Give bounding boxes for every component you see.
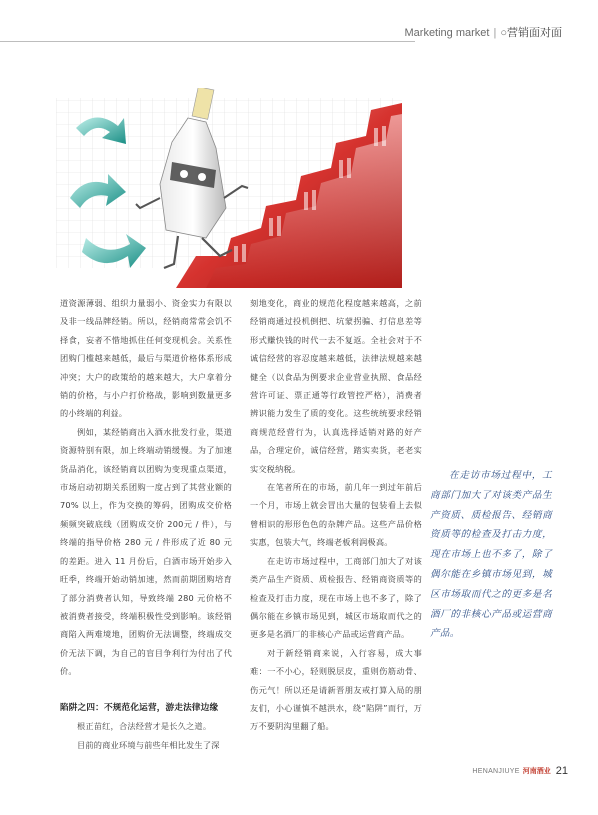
article-column-middle xyxy=(250,294,422,736)
article-column-left xyxy=(60,294,232,754)
paragraph: 根正苗红，合法经营才是长久之道。 xyxy=(77,721,212,732)
section-heading: 陷阱之四：不规范化运营，游走法律边缘 xyxy=(60,702,219,713)
publication-name: HENANJIUYE xyxy=(472,767,520,775)
page-header xyxy=(0,20,598,42)
section-title xyxy=(405,24,563,40)
circle-icon: ○ xyxy=(500,27,507,39)
pull-quote: 在走访市场过程中，工商部门加大了对该类产品生产资质、质检报告、经销商资质等的检查及打击力度，现在市场上也不多了，除了偶尔能在乡镇市场见到，城区市场取而代之的更多是名酒厂的非核心产品或运营商产品。 xyxy=(430,470,552,640)
section-title-en: Marketing market xyxy=(404,27,490,39)
paragraph: 在走访市场过程中，工商部门加大了对该类产品生产资质、质检报告、经销商资质等的检查及打击力度，现在市场上也不多了，除了偶尔能在乡镇市场见到，城区市场取而代之的更多是名酒厂的非核心产品或运营商产品。 xyxy=(250,555,422,640)
publication-logo: 河南酒业 xyxy=(522,768,551,775)
page-footer xyxy=(472,764,568,778)
section-title-cn: 营销面对面 xyxy=(507,27,562,39)
paragraph: 道资源薄弱、组织力量弱小、资金实力有限以及非一线品牌经销。所以，经销商常常会饥不择食，妄者不惜地抓住任何变现机会。关系性团购门槛越来越低，最后与渠道价格体系形成冲突；大户的政策给的越来越大，大户拿着分销的价格，与小户打价格战，影响到数量更多的小终端的利益。 xyxy=(60,298,232,419)
paragraph: 在笔者所在的市场，前几年一到过年前后一个月，市场上就会冒出大量的包装看上去似曾相识的形形色色的杂牌产品。这些产品价格实惠，包装大气，终端老板利润极高。 xyxy=(250,482,422,548)
header-rule xyxy=(0,41,415,42)
article-illustration xyxy=(56,88,402,288)
paragraph: 对于新经销商来说，入行容易，成大事难：一不小心，轻则脱层皮，重则伤筋动骨、伤元气！所以还是请新晋朋友戒打算入局的朋友们，小心谨慎不越洪水，绕“陷阱”而行，万万不要阴沟里翻了船。 xyxy=(250,647,422,732)
paragraph: 刻地变化，商业的规范化程度越来越高，之前经销商通过投机倒把、坑蒙拐骗、打信息差等形式赚快钱的时代一去不复返。全社会对于不诚信经营的容忍度越来越低，法律法规越来越健全（以食品为例要求企业营业执照、食品经营许可证、票正通等行政管控严格），消费者辨识能力发生了质的变化。这些统统要求经销商规范经营行为，认真选择适销对路的好产品，合理定价，诚信经营，踏实卖货，老老实实交税纳税。 xyxy=(250,298,422,474)
spacer xyxy=(60,681,232,699)
section-separator: | xyxy=(493,27,497,39)
page-number: 21 xyxy=(555,765,568,777)
paragraph: 例如，某经销商出入酒水批发行业，渠道资源特别有限，加上终端动销缓慢。为了加速货品消化，该经销商以团购为变现重点渠道，市场启动初期关系团购一度占到了其营业额的 70% 以上，作为交换的筹码，团购成交价格频频突破底线（团购成交价 200元 / 件），与终端的指导价格 280 元 / 件形成了近 80 元的差距。进入 11 月份后，白酒市场开始步入旺季，终端开始动销加速，然而前期团购培育了部分消费者认知，导致终端 280 元价格不被消费者接受，终端积极性受到影响。该经销商陷入两难境地，团购价无法调整，终端成交价无法下调，为自己的盲目争利行为付出了代价。 xyxy=(60,426,232,677)
paragraph: 目前的商业环境与前些年相比发生了深 xyxy=(77,739,220,750)
